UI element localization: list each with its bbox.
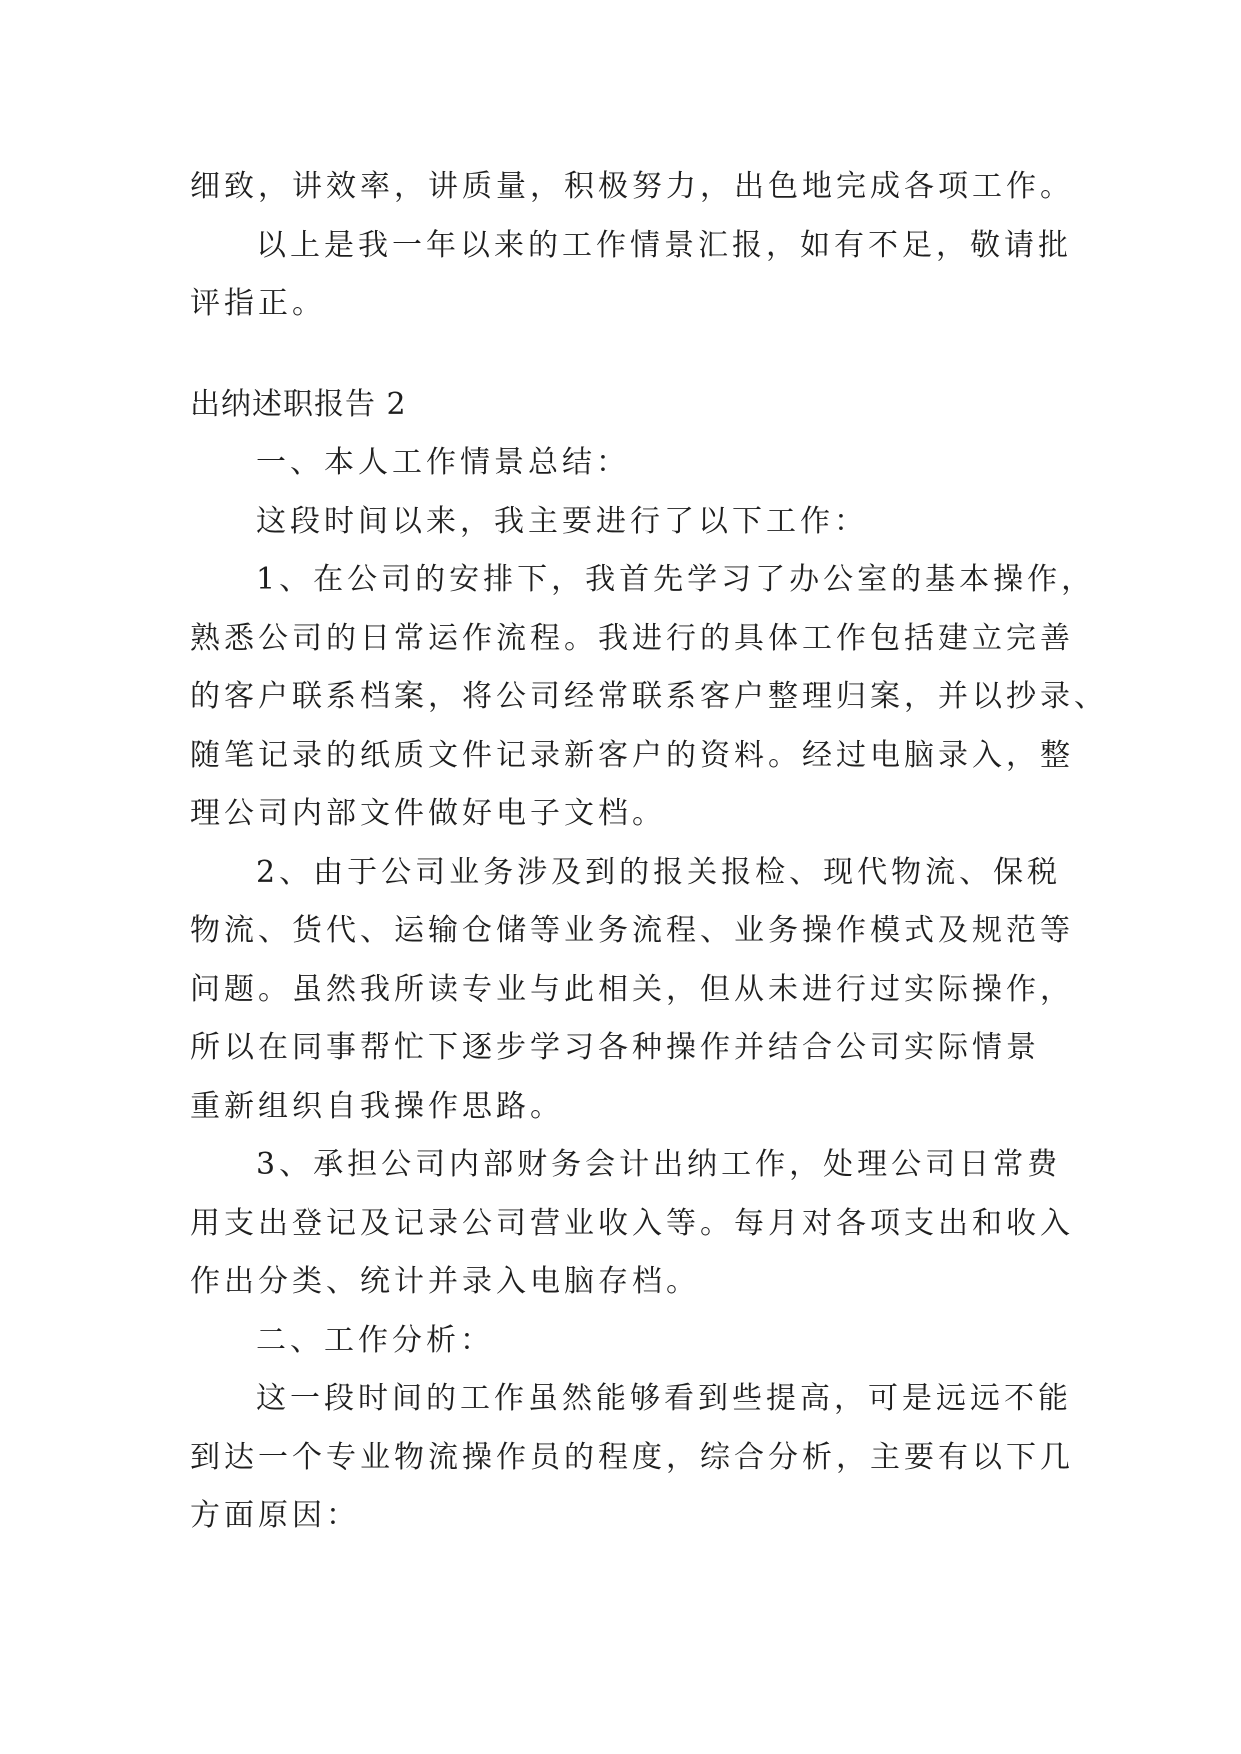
text-line: 物流、货代、运输仓储等业务流程、业务操作模式及规范等 xyxy=(190,913,1074,948)
paragraph-gap xyxy=(190,334,1052,376)
text-line: 这段时间以来，我主要进行了以下工作： xyxy=(256,503,868,539)
text-line: 所以在同事帮忙下逐步学习各种操作并结合公司实际情景 xyxy=(190,1030,1040,1065)
text-line: 到达一个专业物流操作员的程度，综合分析，主要有以下几 xyxy=(190,1439,1074,1475)
text-line: 的客户联系档案，将公司经常联系客户整理归案，并以抄录、 xyxy=(190,679,1108,714)
document-body xyxy=(190,158,1108,1546)
text-line: 2、由于公司业务涉及到的报关报检、现代物流、保税 xyxy=(256,854,1062,890)
text-line: 1、在公司的安排下，我首先学习了办公室的基本操作， xyxy=(256,562,1096,597)
text-line: 一、本人工作情景总结： xyxy=(256,445,630,480)
text-line: 问题。虽然我所读专业与此相关，但从未进行过实际操作， xyxy=(190,971,1074,1007)
text-line: 理公司内部文件做好电子文档。 xyxy=(190,796,666,831)
text-line: 评指正。 xyxy=(190,286,326,321)
text-line: 用支出登记及记录公司营业收入等。每月对各项支出和收入 xyxy=(190,1205,1074,1241)
text-line: 细致，讲效率，讲质量，积极努力，出色地完成各项工作。 xyxy=(190,169,1074,204)
text-line: 以上是我一年以来的工作情景汇报，如有不足，敬请批 xyxy=(256,227,1072,263)
text-line: 作出分类、统计并录入电脑存档。 xyxy=(190,1264,700,1299)
text-line: 重新组织自我操作思路。 xyxy=(190,1088,564,1124)
text-line: 这一段时间的工作虽然能够看到些提高，可是远远不能 xyxy=(256,1381,1072,1416)
section-heading: 出纳述职报告 2 xyxy=(190,386,407,422)
text-line: 二、工作分析： xyxy=(256,1322,494,1358)
text-line: 熟悉公司的日常运作流程。我进行的具体工作包括建立完善 xyxy=(190,620,1074,656)
text-line: 方面原因： xyxy=(190,1498,360,1533)
text-line: 随笔记录的纸质文件记录新客户的资料。经过电脑录入，整 xyxy=(190,737,1074,773)
text-line: 3、承担公司内部财务会计出纳工作，处理公司日常费 xyxy=(256,1147,1062,1182)
